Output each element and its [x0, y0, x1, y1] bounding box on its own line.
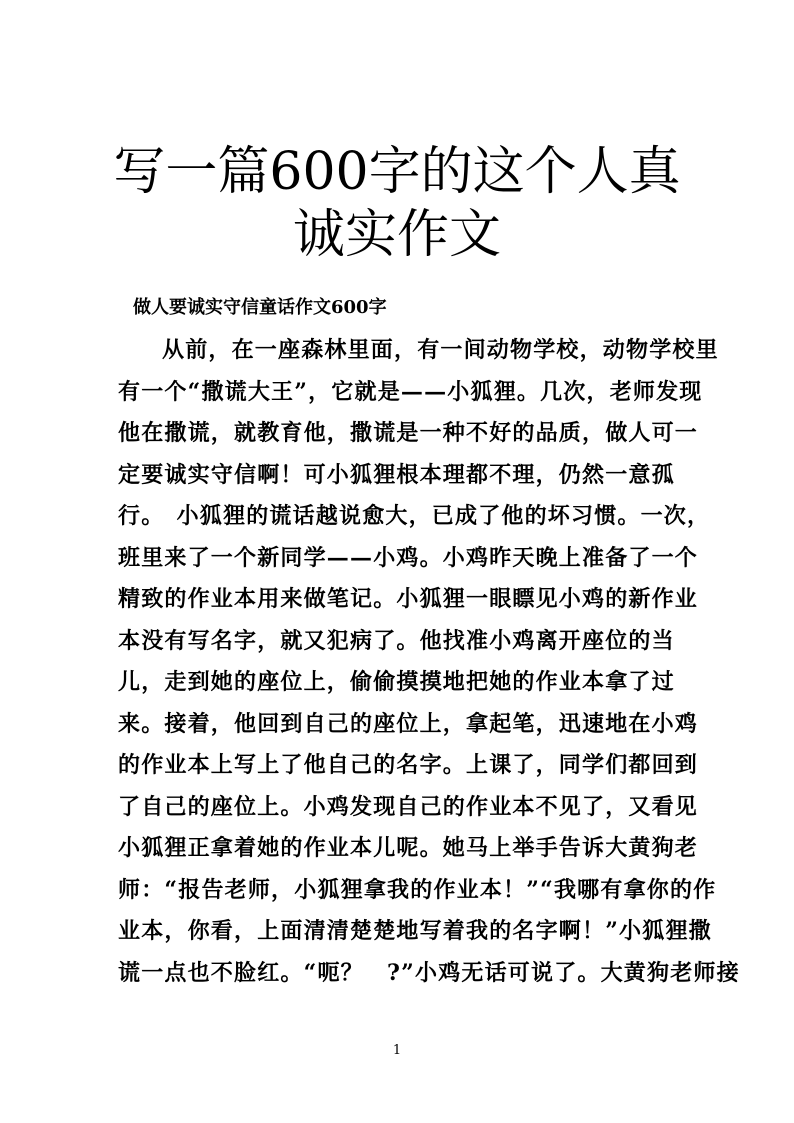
body-line: 定要诚实守信啊！可小狐狸根本理都不理，仍然一意孤	[118, 461, 675, 488]
body-line: 业本，你看，上面清清楚楚地写着我的名字啊！”小狐狸撒	[118, 918, 712, 944]
body-line: 了自己的座位上。小鸡发现自己的作业本不见了，又看见	[118, 793, 699, 820]
body-line: 小狐狸正拿着她的作业本儿呢。她马上举手告诉大黄狗老	[118, 835, 699, 861]
document-title-line-2: 诚实作文	[292, 205, 501, 265]
body-line: 儿，走到她的座位上，偷偷摸摸地把她的作业本拿了过	[118, 669, 675, 695]
page-number: 1	[392, 1043, 402, 1058]
body-line: 班里来了一个新同学——小鸡。小鸡昨天晚上准备了一个	[118, 544, 699, 571]
body-line: 精致的作业本用来做笔记。小狐狸一眼瞟见小鸡的新作业	[118, 586, 699, 612]
body-line: 有一个“撒谎大王”，它就是——小狐狸。几次，老师发现	[118, 378, 703, 405]
subheading: 做人要诚实守信童话作文600字	[133, 297, 387, 318]
body-line: 行。 小狐狸的谎话越说愈大，已成了他的坏习惯。一次，	[118, 503, 711, 529]
body-text	[118, 333, 740, 997]
body-line: 本没有写名字，就又犯病了。他找准小鸡离开座位的当	[118, 627, 675, 654]
body-line: 的作业本上写上了他自己的名字。上课了，同学们都回到	[118, 752, 699, 778]
body-line: 从前，在一座森林里面，有一间动物学校，动物学校里	[162, 337, 719, 363]
body-line: 来。接着，他回到自己的座位上，拿起笔，迅速地在小鸡	[118, 710, 699, 737]
body-line: 谎一点也不脸红。“呃？ ?”小鸡无话可说了。大黄狗老师接	[118, 959, 740, 986]
body-line: 他在撒谎，就教育他，撒谎是一种不好的品质，做人可一	[118, 420, 699, 446]
document-title-line-1: 写一篇600字的这个人真	[113, 142, 681, 202]
body-line: 师：“报告老师，小狐狸拿我的作业本！”“我哪有拿你的作	[118, 876, 717, 903]
